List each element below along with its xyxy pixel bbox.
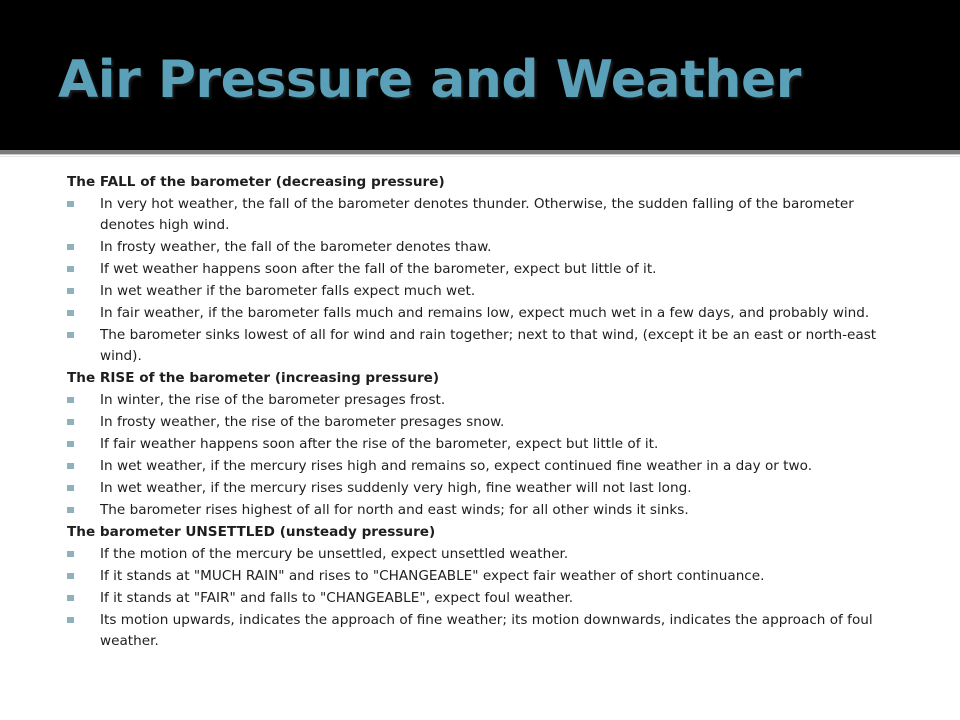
square-bullet-icon <box>67 551 74 557</box>
list-item-text: In wet weather, if the mercury rises high and remains so, expect continued fine weather in a day or two. <box>100 458 813 474</box>
bullet-list <box>67 390 907 521</box>
section-heading: The FALL of the barometer (decreasing pressure) <box>67 174 445 190</box>
list-item <box>67 412 907 433</box>
list-item <box>67 544 907 565</box>
list-item <box>67 259 907 280</box>
list-item-text: Its motion upwards, indicates the approach of fine weather; its motion downwards, indicates the approach of foul weather. <box>100 612 873 649</box>
list-item-text: In wet weather, if the mercury rises suddenly very high, fine weather will not last long. <box>100 480 692 496</box>
list-item <box>67 194 907 236</box>
divider-line-light <box>0 154 960 155</box>
list-item-text: In wet weather if the barometer falls expect much wet. <box>100 283 476 299</box>
list-item-text: In frosty weather, the fall of the barometer denotes thaw. <box>100 239 492 255</box>
square-bullet-icon <box>67 441 74 447</box>
title-band <box>0 0 960 150</box>
list-item-text: In very hot weather, the fall of the barometer denotes thunder. Otherwise, the sudden falling of the barometer denotes high wind. <box>100 196 854 233</box>
bullet-list <box>67 194 907 367</box>
list-item-text: If wet weather happens soon after the fall of the barometer, expect but little of it. <box>100 261 657 277</box>
list-item <box>67 303 907 324</box>
square-bullet-icon <box>67 573 74 579</box>
list-item <box>67 325 907 367</box>
slide-title: Air Pressure and Weather <box>58 50 801 110</box>
list-item-text: The barometer sinks lowest of all for wind and rain together; next to that wind, (except it be an east or north-east wind). <box>100 327 877 364</box>
slide-content <box>67 172 907 653</box>
list-item <box>67 390 907 411</box>
list-item <box>67 500 907 521</box>
list-item <box>67 588 907 609</box>
section-heading: The barometer UNSETTLED (unsteady pressure) <box>67 524 436 540</box>
list-item-text: If it stands at "MUCH RAIN" and rises to "CHANGEABLE" expect fair weather of short continuance. <box>100 568 765 584</box>
list-item <box>67 281 907 302</box>
bullet-list <box>67 544 907 652</box>
list-item <box>67 610 907 652</box>
list-item-text: If it stands at "FAIR" and falls to "CHANGEABLE", expect foul weather. <box>100 590 574 606</box>
list-item-text: In frosty weather, the rise of the barometer presages snow. <box>100 414 505 430</box>
square-bullet-icon <box>67 507 74 513</box>
list-item-text: The barometer rises highest of all for north and east winds; for all other winds it sinks. <box>100 502 689 518</box>
list-item <box>67 237 907 258</box>
list-item <box>67 478 907 499</box>
square-bullet-icon <box>67 617 74 623</box>
square-bullet-icon <box>67 201 74 207</box>
square-bullet-icon <box>67 485 74 491</box>
list-item-text: If the motion of the mercury be unsettled, expect unsettled weather. <box>100 546 569 562</box>
square-bullet-icon <box>67 332 74 338</box>
section-heading: The RISE of the barometer (increasing pressure) <box>67 370 440 386</box>
divider-line-faint <box>0 156 960 157</box>
list-item-text: If fair weather happens soon after the rise of the barometer, expect but little of it. <box>100 436 659 452</box>
square-bullet-icon <box>67 288 74 294</box>
square-bullet-icon <box>67 244 74 250</box>
list-item-text: In winter, the rise of the barometer presages frost. <box>100 392 446 408</box>
list-item-text: In fair weather, if the barometer falls much and remains low, expect much wet in a few days, and probably wind. <box>100 305 870 321</box>
square-bullet-icon <box>67 595 74 601</box>
square-bullet-icon <box>67 419 74 425</box>
square-bullet-icon <box>67 463 74 469</box>
square-bullet-icon <box>67 397 74 403</box>
square-bullet-icon <box>67 266 74 272</box>
list-item <box>67 456 907 477</box>
list-item <box>67 566 907 587</box>
list-item <box>67 434 907 455</box>
square-bullet-icon <box>67 310 74 316</box>
